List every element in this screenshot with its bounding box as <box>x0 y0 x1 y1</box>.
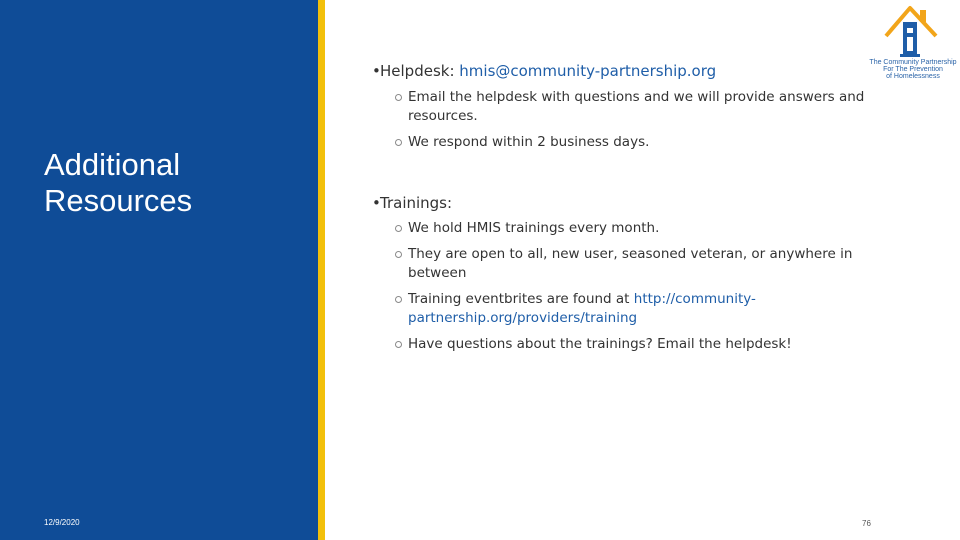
helpdesk-item-2 <box>396 133 896 152</box>
helpdesk-bullet <box>372 62 716 80</box>
house-logo-icon <box>866 2 960 60</box>
page-number: 76 <box>862 519 871 528</box>
logo-caption <box>866 59 960 80</box>
sub-bullet-icon <box>395 139 402 146</box>
helpdesk-item-1 <box>396 88 896 126</box>
bullet-dot-icon: • <box>372 62 381 80</box>
slide-date: 12/9/2020 <box>44 518 80 527</box>
trainings-item-3-text <box>396 290 896 328</box>
helpdesk-email-link[interactable]: hmis@community-partnership.org <box>459 62 717 80</box>
accent-bar <box>318 0 325 540</box>
sub-bullet-icon <box>395 341 402 348</box>
bullet-dot-icon: • <box>372 194 381 212</box>
trainings-item-4 <box>396 335 896 354</box>
trainings-item-2-text: They are open to all, new user, seasoned veteran, or anywhere in between <box>408 246 853 281</box>
slide-title <box>44 147 192 219</box>
organization-logo <box>866 2 960 82</box>
training-link[interactable]: http://community-partnership.org/providers/training <box>408 291 756 326</box>
slide-title-line-2: Resources <box>44 183 193 218</box>
slide-title-line-1: Additional <box>44 147 181 182</box>
trainings-item-3-prefix: Training eventbrites are found at <box>408 291 634 307</box>
logo-caption-line-3: of Homelessness <box>886 73 940 80</box>
sub-bullet-icon <box>395 251 402 258</box>
helpdesk-item-1-text: Email the helpdesk with questions and we will provide answers and resources. <box>408 89 865 124</box>
title-panel <box>0 0 318 540</box>
trainings-item-1-text: We hold HMIS trainings every month. <box>408 220 660 236</box>
trainings-item-2 <box>396 245 896 283</box>
logo-caption-line-1: The Community Partnership <box>869 59 957 66</box>
sub-bullet-icon <box>395 225 402 232</box>
helpdesk-label: Helpdesk: <box>380 62 460 80</box>
logo-caption-line-2: For The Prevention <box>883 66 943 73</box>
helpdesk-item-2-text: We respond within 2 business days. <box>408 134 650 150</box>
trainings-item-4-text: Have questions about the trainings? Email the helpdesk! <box>408 336 792 352</box>
trainings-label: Trainings: <box>380 194 453 212</box>
sub-bullet-icon <box>395 94 402 101</box>
trainings-item-1 <box>396 219 896 238</box>
trainings-bullet <box>372 194 452 212</box>
sub-bullet-icon <box>395 296 402 303</box>
trainings-item-3 <box>396 290 896 328</box>
